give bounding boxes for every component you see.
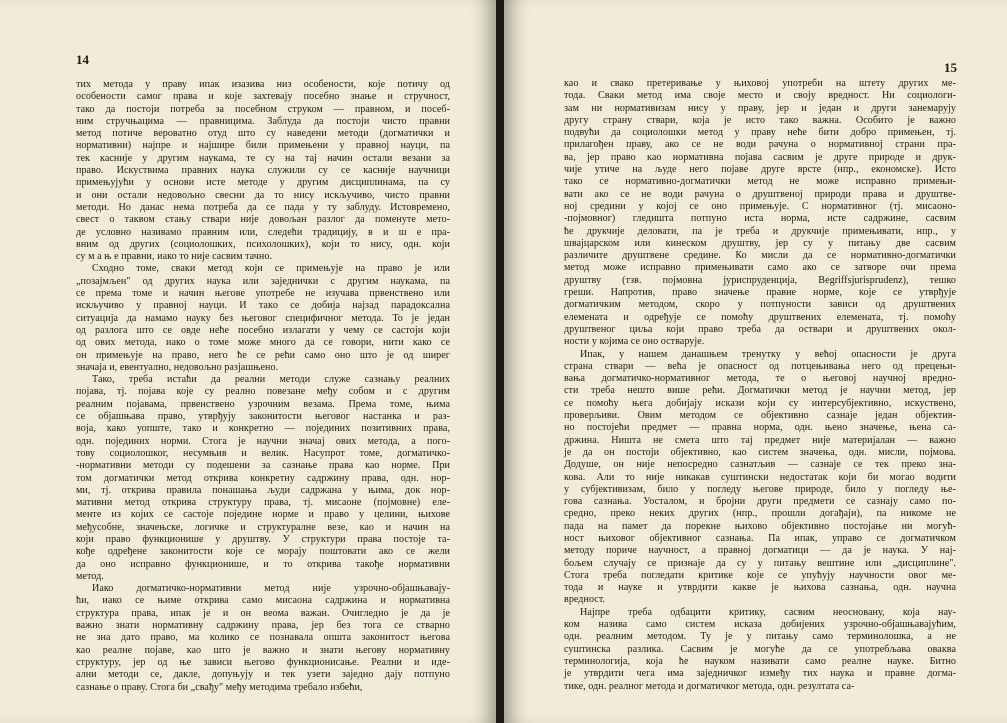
text-line: Сходно томе, сваки метод који се примењује на право је или: [92, 263, 450, 275]
text-line: тову социолошког, несумњив и велик. Насупрот томе, догматичко-: [76, 447, 450, 459]
text-line: Најпре треба одбацити критику, сасвим неосновану, која нау-: [580, 606, 956, 618]
text-line: де условно називамо правним или, следећи традицију, в и ш е пра-: [76, 226, 450, 238]
text-line: сти треба нешто више рећи. Догматички метод је научни метод, јер: [564, 385, 956, 397]
text-line: значаја и, евентуално, недовољно разјашњено.: [76, 361, 279, 373]
text-line: но постојећи предмет — правна норма, одн. њено значење, њена са-: [564, 422, 956, 434]
text-line: тике, одн. реалног метода и догматичког метода, одн. резултата са-: [564, 680, 855, 692]
text-line: не зна дато право, ма колико се познавала општа законитост његова: [76, 632, 450, 644]
text-line: ком назива само систем исказа добијених узрочно-објашњавајућим,: [564, 619, 956, 631]
text-line: Тако, треба истаћи да реални методи служе сазнању реалних: [92, 374, 450, 386]
text-line: том догматички метод открива конкретну садржину права, одн. нор-: [76, 472, 450, 484]
text-line: ални методи се, дакле, допуњују и тек узети заједно дају потпуно: [76, 669, 450, 681]
text-line: ност њиховог објективног сазнања. Па ипак, управо се догматичком: [564, 532, 956, 544]
text-line: искључиво у правној науци. И такo се добија најзад парадоксална: [76, 300, 450, 312]
text-line: тих метода у праву ипак изазива низ особености, које потичу од: [76, 79, 450, 90]
text-line: метод.: [76, 570, 104, 582]
text-line: тода и науке и утврдити какве је њихова сазнања, одн. научна: [564, 582, 956, 594]
text-line: греши. Напротив, право значење правне норме, које се утврђује: [564, 287, 956, 299]
text-line: ва, јер право као нормативна појава сасвим је друге природе и друк-: [564, 151, 956, 163]
text-line: пада на памет да порекне њихово објективно постојање ни могућ-: [564, 520, 956, 532]
text-line: -појмовног) гледишта потпуно иста норма, исте садржине, сасвим: [564, 213, 956, 225]
text-line: суштинска разлика. Сасвим је могуће да се употребљава оваква: [564, 643, 956, 655]
text-line: је утврдити чега има заједничког између тих наука и правне догма-: [564, 668, 956, 680]
text-line: од ових метода, иако о томе може много да се говори, нити како се: [76, 337, 450, 349]
text-line: средно, преко неких других (нпр., прошли догађаји), па никоме не: [564, 508, 956, 520]
text-line: друштвеног циља који право треба да оствари и друштвених окол-: [564, 323, 956, 335]
text-line: вати ако се не води рачуна о друштвеној природи права и друштве-: [564, 188, 956, 200]
text-line: другу страну ствари, која је исто тако важна. Особито је важно: [564, 114, 956, 126]
text-line: менте из којих се састоје поједине норме и право у целини, њихове: [76, 509, 450, 521]
text-line: међусобне, значењске, логичке и структуралне везе, као и начин на: [76, 521, 450, 533]
left-page: [0, 0, 496, 723]
text-line: различите друштвене средине. Ко мисли да се нормативно-догматички: [564, 250, 956, 262]
text-line: кова. Али то није никакав суштински недостатак који би могао водити: [564, 471, 956, 483]
text-line: швајцарском или кинеском друштву, јер су у питању две сасвим: [564, 237, 956, 249]
text-line: који право функционише у друштву. У структури права постоје та-: [76, 533, 450, 545]
text-line: мативни метод открива структуру права, тј. мисаоне (појмовне) еле-: [76, 497, 450, 509]
left-paragraph: [76, 374, 450, 583]
left-paragraph: [76, 583, 450, 694]
text-line: Стога треба погледати критике које се упућују научности овог ме-: [564, 569, 956, 581]
text-line: одн. реалним методом. Ту је у питању само терминолошка, а не: [564, 631, 956, 643]
text-line: као и свако претеривање у њиховој употреби на штету других ме-: [564, 78, 956, 89]
text-line: метод потиче вероватно отуд што су наведени методи (догматички и: [76, 128, 450, 140]
right-page: [504, 0, 1007, 723]
text-line: тек касније у другим наукама, те су на тај начин остали везани за: [76, 152, 450, 164]
text-line: елемената и одређује се помоћу друштвених елемената, тј. помоћу: [564, 311, 956, 323]
left-paragraph: [76, 79, 450, 263]
text-line: терминологија, која ће науком називати само реалне науке. Битно: [564, 655, 956, 667]
book-gutter: [496, 0, 504, 723]
text-line: „позајмљен" од других наука или заједнички с другим наукама, па: [76, 275, 450, 287]
text-line: ми, тј. открива правила понашања људи садржана у њима, док нор-: [76, 484, 450, 496]
text-line: сазнање о праву. Стога би „свађу" међу методима требало избећи,: [76, 681, 363, 693]
text-line: одн. појединих норми. Стога је научни значај ових метода, а пого-: [76, 435, 450, 447]
left-paragraph: [76, 263, 450, 374]
text-line: вредност.: [564, 594, 606, 606]
text-line: ним стручњацима — правницима. Заблуда да постоји чисто правни: [76, 115, 450, 127]
text-line: вним од других (социолошких, психолошких), који то нису, одн. који: [76, 238, 450, 250]
text-line: гова сазнања. Уосталом, и бројни други предмети се сазнају само по-: [564, 496, 956, 508]
right-paragraph: [564, 607, 956, 693]
text-line: нормативни) најпре и најшире били примењени у правној науци, па: [76, 140, 450, 152]
text-line: су м а њ е правни, иако то није сасвим тачно.: [76, 251, 273, 263]
text-line: Ипак, у нашем данашњем тренутку у већој опасности је друга: [580, 348, 956, 360]
text-line: да оно исправно функционише, и то открива такође нормативни: [76, 558, 450, 570]
text-line: свест о таквом стању ствари није довољан разлог да поменуте мето-: [76, 214, 450, 226]
text-line: зам ни нормативизам нису у праву, јер и један и други занемарују: [564, 102, 956, 114]
text-line: важно знати нормативну садржину права, јер без тога се стварно: [76, 620, 450, 632]
text-line: се помоћу њега добијају искази који су интерсубјективно, искуствено,: [564, 397, 956, 409]
left-page-text: [76, 79, 450, 694]
text-line: ће друкчије деловати, па је треба и друкчије примењивати, нпр., у: [564, 225, 956, 237]
text-line: Додуше, он није непосредно сазнатљив — сазнаје се тек преко зна-: [564, 459, 956, 471]
text-line: од разлога што се овде неће посебно излагати у чему се састоји који: [76, 324, 450, 336]
text-line: држина. Ништа не смета што тај предмет није материјалан — важно: [564, 434, 956, 446]
text-line: тако да постоји потреба за посебном струком — правном, и посеб-: [76, 103, 450, 115]
text-line: он примењује на право, него ће се рећи само оно што је од ширег: [76, 349, 450, 361]
right-page-text: [564, 78, 956, 693]
text-line: метод може исправно примењивати само ако се затворе очи према: [564, 262, 956, 274]
text-line: структура права, ипак је и он веома важан. Очигледно је да је: [76, 607, 450, 619]
text-line: кође одређене законитости које се морају поштовати ако се жели: [76, 546, 450, 558]
text-line: страна ствари — већа је опасност од потцењивања него од прецењи-: [564, 360, 956, 372]
text-line: подвући да социолошки метод у праву неће бити добро примењен, тј.: [564, 127, 956, 139]
text-line: право. Искуствима правних наука служили су се касније научници: [76, 165, 450, 177]
text-line: -нормативни методи су подешени за сазнање права као норме. При: [76, 460, 450, 472]
page-number-left: 14: [76, 52, 89, 67]
text-line: бољем случају се признаје да су у питању вештине или „дисциплине".: [564, 557, 956, 569]
text-line: тако се нормативно-догматички метод не може исправно примењи-: [564, 176, 956, 188]
text-line: се према томе и начин његове употребе не изучава првенствено или: [76, 288, 450, 300]
text-line: ности у којима се оно остварује.: [564, 336, 705, 348]
text-line: вања догматичко-нормативног метода, те о његовој научној вредно-: [564, 373, 956, 385]
text-line: примењујући у основи исте методе у другим дисциплинама, па су: [76, 177, 450, 189]
text-line: догматичким методом, скоро у потпуности зависи од друштвених: [564, 299, 956, 311]
text-line: појава, тј. појава које су реално повезане међу собом и с другим: [76, 386, 450, 398]
text-line: у субјективизам, било у погледу његове природе, било у погледу ње-: [564, 483, 956, 495]
text-line: чије утиче на људе него појаве друге врсте (нпр., економске). Исто: [564, 164, 956, 176]
text-line: реалним појавама, првенствено узрочним везама. Према томе, њима: [76, 398, 450, 410]
page-number-right: 15: [944, 60, 957, 75]
right-paragraph: [564, 78, 956, 349]
text-line: Иако догматичко-нормативни метод није узрочно-објашњавају-: [92, 583, 450, 595]
text-line: као реалне појаве, као што је важно и знати његову нормативну: [76, 644, 450, 656]
text-line: воја, како уопште, тако и конкретно — појединих позитивних права,: [76, 423, 450, 435]
text-line: структуру, јер од ње зависи његово функционисање. Реални и иде-: [76, 656, 450, 668]
text-line: се објашњава право, утврђују законитости његовог настанка и раз-: [76, 411, 450, 423]
right-paragraph: [564, 349, 956, 607]
text-line: ћи, иако се њиме открива само мисаона садржина и нормативна: [76, 595, 450, 607]
text-line: проверљиви. Овим методом се објективно сазнаје један објектив-: [564, 410, 956, 422]
text-line: прилагођен праву, ако се не води рачуна о нормативној страни пра-: [564, 139, 956, 151]
text-line: и они остали недовољно свесни да то нису искључиво, чисто правни: [76, 189, 450, 201]
text-line: ној средини у којој се оно примењује. С нормативног (тј. мисаоно-: [564, 200, 956, 212]
text-line: је да он постоји објективно, као систем значења, одн. мисли, појмова.: [564, 446, 956, 458]
text-line: методу пориче научност, а правној догматици — да је наука. У нај-: [564, 545, 956, 557]
text-line: особености самог права и које захтевају посебно знање и стручност,: [76, 91, 450, 103]
text-line: друштву (тзв. појмовна јуриспруденција, Begriffsjurisprudenz), тешко: [564, 274, 956, 286]
text-line: методи. Но данас нема потреба да се пада у ту заблуду. Истовремено,: [76, 201, 450, 213]
text-line: ситуација да нaмaмо науку без његовог специфичног метода. То је један: [76, 312, 450, 324]
text-line: тода. Сваки метод има своје место и своју вредност. Ни социологи-: [564, 90, 956, 102]
